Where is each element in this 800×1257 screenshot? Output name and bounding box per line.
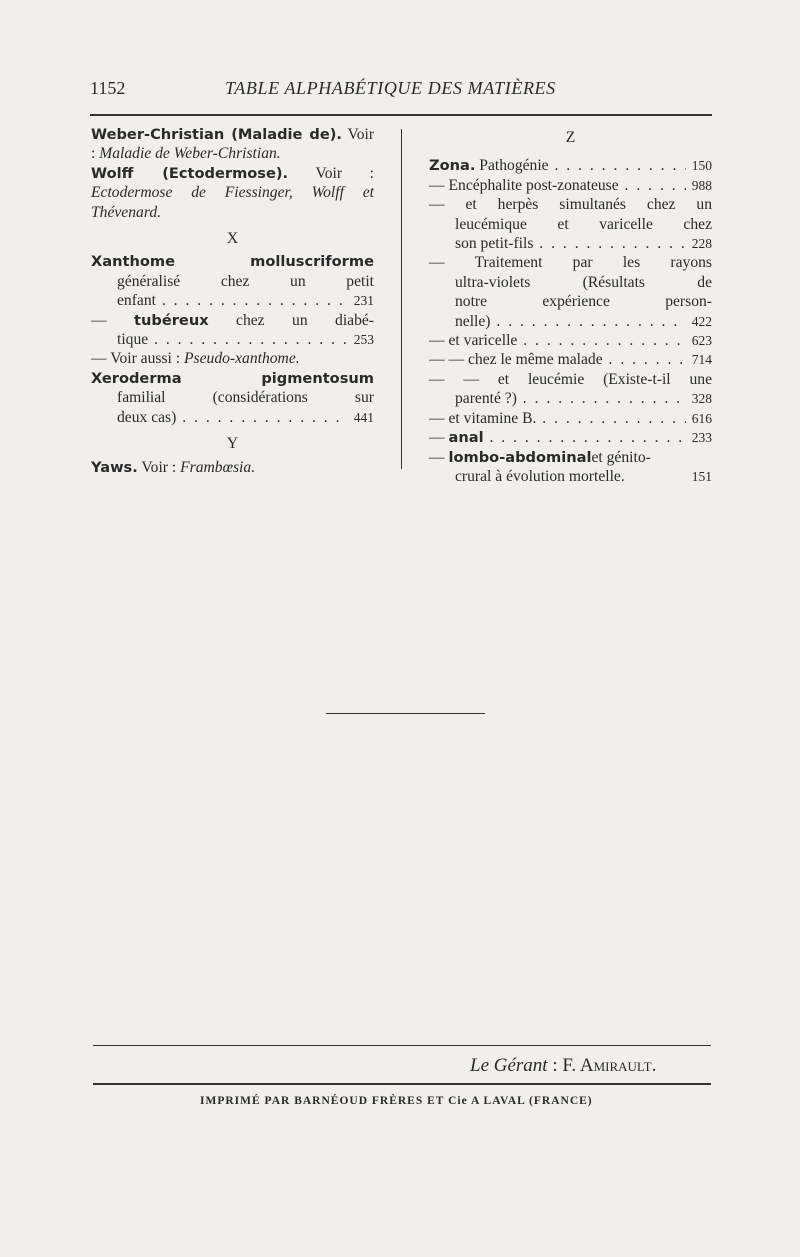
entry-line: notre expérience person- xyxy=(455,293,712,311)
footer-rule-top xyxy=(93,1045,711,1046)
voir-label: Voir : xyxy=(91,126,375,163)
entry-heading: Zona. xyxy=(429,157,476,175)
entry-line: — tubéreux chez un diabé- xyxy=(91,311,374,329)
page-ref: 441 xyxy=(353,409,374,425)
page-ref: 422 xyxy=(691,313,712,329)
entry-text: tique . . . xyxy=(117,330,348,349)
entry-line xyxy=(429,331,712,350)
page-ref: 228 xyxy=(691,236,712,252)
entry-heading: Weber-Christian (Maladie de). xyxy=(91,126,342,143)
entry-text: — et varicelle . . . xyxy=(429,331,686,350)
page-ref: 988 xyxy=(691,177,712,193)
subentry xyxy=(429,176,712,195)
entry-line xyxy=(429,350,712,369)
page-ref: 616 xyxy=(691,410,712,426)
left-column xyxy=(91,125,374,477)
entry-text: crural à évolution mortelle. xyxy=(455,467,625,485)
column-divider xyxy=(401,129,402,469)
entry-lombo-abdominal xyxy=(429,448,712,487)
cross-reference: Ectodermose de Fiessinger, Wolff et Thévenard. xyxy=(91,184,374,221)
entry-heading: Yaws. xyxy=(91,458,138,476)
page-ref: 150 xyxy=(691,158,712,174)
section-letter-y: Y xyxy=(226,435,239,453)
entry-line: leucémique et varicelle chez xyxy=(455,215,712,233)
entry-heading: tubéreux xyxy=(134,311,209,329)
cross-reference: Maladie de Weber-Christian. xyxy=(99,145,281,163)
voir-label: Voir : xyxy=(315,164,375,182)
subentry xyxy=(429,195,712,253)
footer-rule-bottom xyxy=(93,1083,711,1085)
entry-text: Zona. Pathogénie . . . xyxy=(429,156,686,175)
entry-weber-christian xyxy=(91,125,374,164)
subentry xyxy=(429,350,712,369)
page-ref: 233 xyxy=(691,430,712,446)
entry-line: ultra-violets (Résultats de xyxy=(455,273,712,291)
page-header xyxy=(90,78,596,104)
entry-line xyxy=(429,467,712,486)
right-column xyxy=(429,125,712,486)
entry-line xyxy=(91,291,374,310)
entry-line xyxy=(91,408,374,427)
entry-text: deux cas) . . . xyxy=(117,408,348,427)
entry-line xyxy=(429,234,712,253)
gerant-label: Le Gérant xyxy=(470,1055,548,1076)
entry-text: son petit-fils . . . xyxy=(455,234,686,253)
entry-tubereux xyxy=(91,311,374,350)
section-end-rule xyxy=(326,713,485,714)
page-ref: 623 xyxy=(691,333,712,349)
entry-text: généralisé chez un petit xyxy=(117,272,374,290)
cross-reference: Pseudo-xanthome. xyxy=(184,350,300,368)
entry-heading: Wolff (Ectodermose). xyxy=(91,164,289,182)
running-title: TABLE ALPHABÉTIQUE DES MATIÈRES xyxy=(225,78,556,98)
entry-heading: Xanthome molluscriforme xyxy=(91,253,374,271)
entry-text: nelle) . . . xyxy=(455,312,686,331)
entry-line: — lombo-abdominalet génito- xyxy=(429,448,651,466)
entry-text: — Voir aussi : xyxy=(91,350,181,368)
page-number: 1152 xyxy=(90,78,126,98)
entry-xeroderma xyxy=(91,369,374,427)
entry-line xyxy=(429,176,712,195)
entry-text: — anal . . . xyxy=(429,428,686,447)
subentry xyxy=(429,409,712,428)
entry-voir-aussi xyxy=(91,349,374,368)
page-ref: 253 xyxy=(353,332,374,348)
entry-text: — — chez le même malade . . . xyxy=(429,350,686,369)
entry-xanthome xyxy=(91,252,374,310)
entry-line: — Traitement par les rayons xyxy=(429,254,712,272)
zona-subentries xyxy=(429,176,712,428)
page-ref: 151 xyxy=(691,468,712,484)
entry-heading: anal xyxy=(448,429,484,447)
entry-text: familial (considérations sur xyxy=(117,389,374,407)
entry-text: — Encéphalite post-zonateuse . . . xyxy=(429,176,686,195)
entry-wolff xyxy=(91,164,374,222)
page-ref: 231 xyxy=(353,293,374,309)
entry-heading: Xeroderma pigmentosum xyxy=(91,369,374,387)
voir-label: Voir : xyxy=(141,458,177,476)
entry-yaws xyxy=(91,458,374,477)
entry-line: — — et leucémie (Existe-t-il une xyxy=(429,370,712,388)
subentry xyxy=(429,253,712,331)
gerant-line: Le Gérant : F. Amirault. xyxy=(470,1055,657,1076)
entry-line xyxy=(429,409,712,428)
entry-line xyxy=(429,312,712,331)
entry-text: — et vitamine B. . . . xyxy=(429,409,686,428)
subentry xyxy=(429,331,712,350)
section-letter-z: Z xyxy=(565,129,576,146)
section-letter-x: X xyxy=(226,230,239,248)
entry-text: parenté ?) . . . xyxy=(455,389,686,408)
entry-heading: lombo-abdominal xyxy=(448,448,592,466)
gerant-name: F. Amirault. xyxy=(562,1055,657,1076)
cross-reference: Frambœsia. xyxy=(180,458,256,476)
entry-text: et génito- xyxy=(591,448,651,466)
entry-text: enfant . . . xyxy=(117,291,348,310)
entry-line xyxy=(429,389,712,408)
entry-line: — et herpès simultanés chez un xyxy=(429,196,712,214)
page-ref: 328 xyxy=(691,391,712,407)
page-ref: 714 xyxy=(691,352,712,368)
entry-zona xyxy=(429,156,712,175)
entry-text: chez un diabé- xyxy=(236,311,374,329)
entry-line xyxy=(91,330,374,349)
subentry xyxy=(429,370,712,409)
printer-imprint: IMPRIMÉ PAR BARNÉOUD FRÈRES ET Cie A LAVAL (FRANCE) xyxy=(200,1095,593,1107)
header-rule xyxy=(90,114,712,116)
entry-anal xyxy=(429,428,712,447)
